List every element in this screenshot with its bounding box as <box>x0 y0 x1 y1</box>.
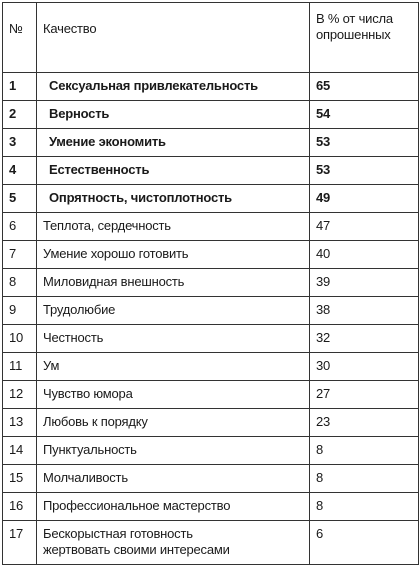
table-body <box>3 73 419 565</box>
row-percent: 23 <box>310 409 419 437</box>
row-quality: Честность <box>37 325 310 353</box>
row-percent: 65 <box>310 73 419 101</box>
table-row <box>3 409 419 437</box>
table-row <box>3 157 419 185</box>
row-number: 7 <box>3 241 37 269</box>
table-row <box>3 381 419 409</box>
row-number: 11 <box>3 353 37 381</box>
header-percent <box>310 3 419 73</box>
row-percent: 6 <box>310 521 419 565</box>
table-row <box>3 269 419 297</box>
row-percent: 27 <box>310 381 419 409</box>
table-header <box>3 3 419 73</box>
row-quality: Миловидная внешность <box>37 269 310 297</box>
row-percent: 8 <box>310 465 419 493</box>
row-quality: Опрятность, чистоплотность <box>37 185 310 213</box>
row-percent: 53 <box>310 129 419 157</box>
row-percent: 39 <box>310 269 419 297</box>
table-row <box>3 101 419 129</box>
row-percent: 38 <box>310 297 419 325</box>
row-quality: Верность <box>37 101 310 129</box>
row-number: 13 <box>3 409 37 437</box>
row-quality-line1: Бескорыстная готовность <box>43 526 193 541</box>
row-percent: 8 <box>310 437 419 465</box>
header-percent-line1: В % от числа <box>316 11 393 26</box>
row-quality: Пунктуальность <box>37 437 310 465</box>
row-number: 6 <box>3 213 37 241</box>
row-percent: 53 <box>310 157 419 185</box>
table-row <box>3 353 419 381</box>
table-row <box>3 129 419 157</box>
table-row <box>3 73 419 101</box>
row-quality: Умение экономить <box>37 129 310 157</box>
table-row <box>3 185 419 213</box>
table-row <box>3 493 419 521</box>
header-percent-line2: опрошенных <box>316 27 391 42</box>
row-percent: 30 <box>310 353 419 381</box>
header-quality: Качество <box>37 3 310 73</box>
row-percent: 32 <box>310 325 419 353</box>
row-percent: 40 <box>310 241 419 269</box>
row-number: 12 <box>3 381 37 409</box>
table-row <box>3 521 419 565</box>
row-quality: Естественность <box>37 157 310 185</box>
table-row <box>3 437 419 465</box>
row-number: 17 <box>3 521 37 565</box>
row-quality <box>37 521 310 565</box>
table-row <box>3 241 419 269</box>
row-percent: 54 <box>310 101 419 129</box>
row-quality: Любовь к порядку <box>37 409 310 437</box>
table-row <box>3 465 419 493</box>
row-quality: Сексуальная привлекательность <box>37 73 310 101</box>
row-quality: Трудолюбие <box>37 297 310 325</box>
survey-table <box>2 2 419 565</box>
row-quality: Ум <box>37 353 310 381</box>
row-number: 9 <box>3 297 37 325</box>
row-number: 5 <box>3 185 37 213</box>
row-number: 3 <box>3 129 37 157</box>
row-number: 14 <box>3 437 37 465</box>
row-number: 4 <box>3 157 37 185</box>
row-percent: 8 <box>310 493 419 521</box>
row-quality: Умение хорошо готовить <box>37 241 310 269</box>
row-percent: 47 <box>310 213 419 241</box>
row-number: 15 <box>3 465 37 493</box>
row-quality: Молчаливость <box>37 465 310 493</box>
row-number: 16 <box>3 493 37 521</box>
table-row <box>3 325 419 353</box>
header-row <box>3 3 419 73</box>
row-quality: Чувство юмора <box>37 381 310 409</box>
table-row <box>3 213 419 241</box>
row-number: 8 <box>3 269 37 297</box>
row-quality: Теплота, сердечность <box>37 213 310 241</box>
row-number: 2 <box>3 101 37 129</box>
row-percent: 49 <box>310 185 419 213</box>
row-number: 1 <box>3 73 37 101</box>
row-quality-line2: жертвовать своими интересами <box>43 542 230 557</box>
header-number: № <box>3 3 37 73</box>
row-number: 10 <box>3 325 37 353</box>
row-quality: Профессиональное мастерство <box>37 493 310 521</box>
table-row <box>3 297 419 325</box>
